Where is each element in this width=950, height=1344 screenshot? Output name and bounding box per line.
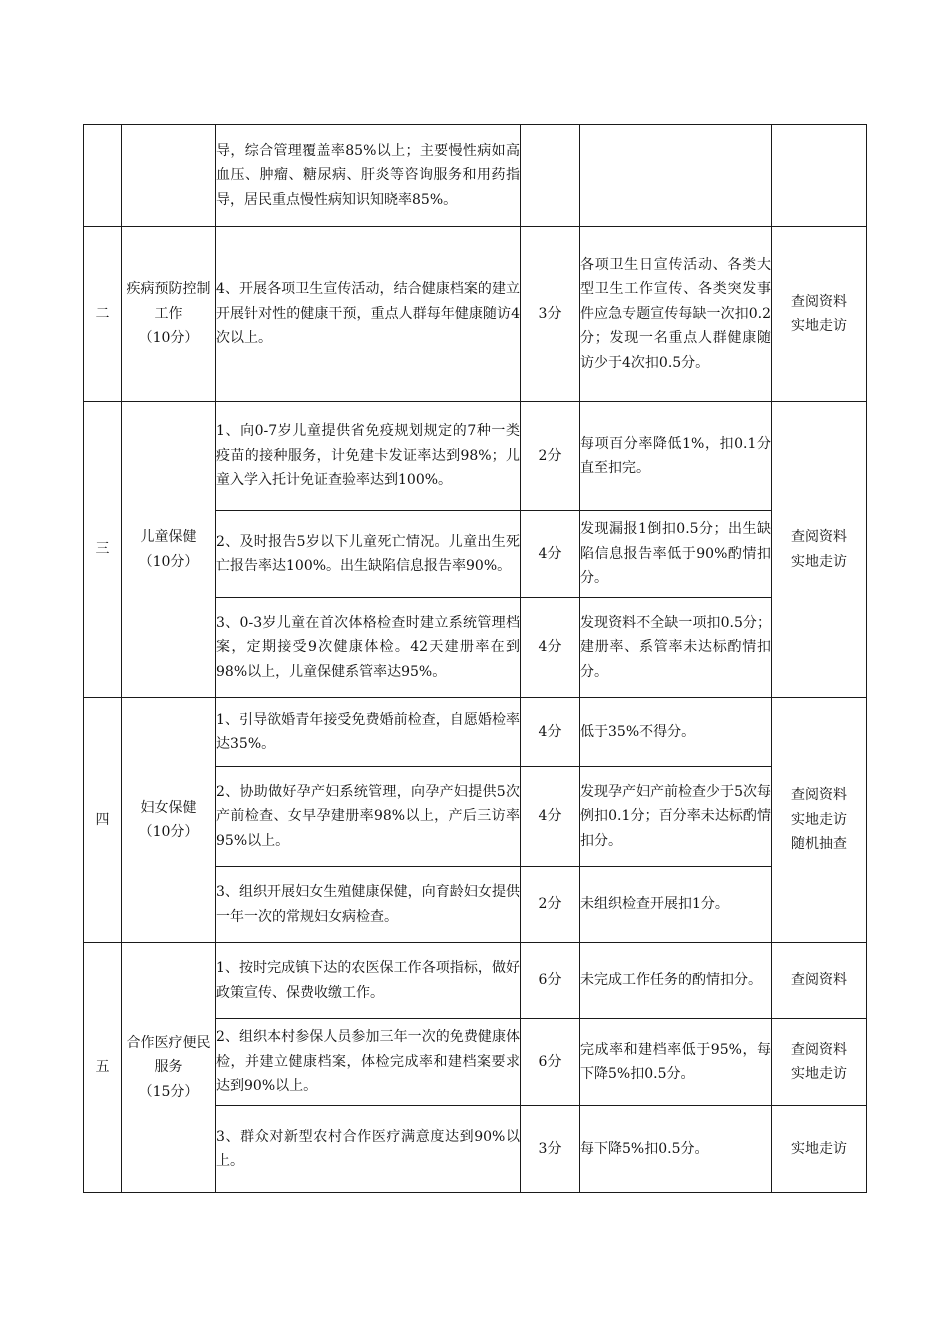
score-cell: 2分 — [521, 402, 580, 511]
method-cell — [772, 943, 867, 1019]
method-cell — [772, 1019, 867, 1106]
rule-cell: 完成率和建档率低于95%，每下降5%扣0.5分。 — [580, 1019, 772, 1106]
rule-cell: 发现漏报1倒扣0.5分；出生缺陷信息报告率低于90%酌情扣分。 — [580, 511, 772, 598]
content-cell: 导，综合管理覆盖率85%以上；主要慢性病如高血压、肿瘤、糖尿病、肝炎等咨询服务和用药指导，居民重点慢性病知识知晓率85%。 — [216, 125, 521, 227]
method-cell — [772, 227, 867, 402]
method-line: 查阅资料 — [791, 293, 847, 310]
project-score: （10分） — [138, 330, 199, 347]
content-cell: 3、0-3岁儿童在首次体格检查时建立系统管理档案，定期接受9次健康体检。42天建册率在到98%以上，儿童保健系管率达95%。 — [216, 598, 521, 698]
table-row — [84, 402, 867, 511]
row-number-cell: 五 — [84, 943, 122, 1193]
method-cell — [772, 698, 867, 943]
method-cell — [772, 1106, 867, 1193]
score-cell: 6分 — [521, 943, 580, 1019]
table-row — [84, 698, 867, 767]
project-cell — [122, 125, 216, 227]
rule-cell: 各项卫生日宣传活动、各类大型卫生工作宣传、各类突发事件应急专题宣传每缺一次扣0.2分；发现一名重点人群健康随访少于4次扣0.5分。 — [580, 227, 772, 402]
score-cell: 2分 — [521, 867, 580, 943]
method-line: 查阅资料 — [791, 1041, 847, 1058]
content-cell: 3、组织开展妇女生殖健康保健，向育龄妇女提供一年一次的常规妇女病检查。 — [216, 867, 521, 943]
score-cell: 4分 — [521, 767, 580, 867]
score-cell: 3分 — [521, 227, 580, 402]
score-cell: 4分 — [521, 511, 580, 598]
content-cell: 1、按时完成镇下达的农医保工作各项指标，做好政策宣传、保费收缴工作。 — [216, 943, 521, 1019]
row-number-cell: 三 — [84, 402, 122, 698]
project-cell — [122, 402, 216, 698]
method-line: 实地走访 — [791, 1066, 847, 1082]
method-line: 查阅资料 — [791, 529, 847, 545]
content-cell: 4、开展各项卫生宣传活动，结合健康档案的建立开展针对性的健康干预，重点人群每年健康随访4次以上。 — [216, 227, 521, 402]
project-score: （10分） — [138, 553, 199, 570]
content-cell: 2、及时报告5岁以下儿童死亡情况。儿童出生死亡报告率达100%。出生缺陷信息报告率90%。 — [216, 511, 521, 598]
method-line: 实地走访 — [791, 553, 847, 570]
score-cell — [521, 125, 580, 227]
table-row — [84, 227, 867, 402]
row-number-cell — [84, 125, 122, 227]
method-cell — [772, 125, 867, 227]
assessment-table — [83, 124, 867, 1193]
project-name: 妇女保健 — [140, 799, 197, 816]
row-number-cell: 二 — [84, 227, 122, 402]
method-line: 查阅资料 — [791, 972, 847, 989]
project-score: （15分） — [138, 1083, 199, 1100]
score-cell: 6分 — [521, 1019, 580, 1106]
project-cell — [122, 943, 216, 1193]
content-cell: 2、协助做好孕产妇系统管理，向孕产妇提供5次产前检查、女早孕建册率98%以上，产后三访率95%以上。 — [216, 767, 521, 867]
rule-cell: 每下降5%扣0.5分。 — [580, 1106, 772, 1193]
method-line: 实地走访 — [791, 1140, 847, 1157]
table-row — [84, 943, 867, 1019]
content-cell: 3、群众对新型农村合作医疗满意度达到90%以上。 — [216, 1106, 521, 1193]
content-cell: 1、向0-7岁儿童提供省免疫规划规定的7种一类疫苗的接种服务，计免建卡发证率达到98%；儿童入学入托计免证查验率达到100%。 — [216, 402, 521, 511]
score-cell: 4分 — [521, 598, 580, 698]
rule-cell: 低于35%不得分。 — [580, 698, 772, 767]
project-cell — [122, 698, 216, 943]
rule-cell: 发现孕产妇产前检查少于5次每例扣0.1分；百分率未达标酌情扣分。 — [580, 767, 772, 867]
project-name: 合作医疗便民服务 — [126, 1034, 211, 1076]
rule-cell — [580, 125, 772, 227]
content-cell: 1、引导欲婚青年接受免费婚前检查，自愿婚检率达35%。 — [216, 698, 521, 767]
rule-cell: 未组织检查开展扣1分。 — [580, 867, 772, 943]
method-line: 查阅资料 — [791, 787, 847, 804]
project-name: 儿童保健 — [140, 529, 197, 545]
row-number-cell: 四 — [84, 698, 122, 943]
project-name: 疾病预防控制工作 — [126, 281, 211, 322]
content-cell: 2、组织本村参保人员参加三年一次的免费健康体检，并建立健康档案，体检完成率和建档案要求达到90%以上。 — [216, 1019, 521, 1106]
rule-cell: 发现资料不全缺一项扣0.5分；建册率、系管率未达标酌情扣分。 — [580, 598, 772, 698]
project-score: （10分） — [138, 824, 199, 840]
method-cell — [772, 402, 867, 698]
table-row — [84, 125, 867, 227]
method-line: 实地走访 — [791, 811, 847, 828]
rule-cell: 每项百分率降低1%，扣0.1分直至扣完。 — [580, 402, 772, 511]
method-line: 实地走访 — [791, 318, 847, 334]
project-cell — [122, 227, 216, 402]
score-cell: 3分 — [521, 1106, 580, 1193]
method-line: 随机抽查 — [791, 836, 847, 853]
score-cell: 4分 — [521, 698, 580, 767]
rule-cell: 未完成工作任务的酌情扣分。 — [580, 943, 772, 1019]
